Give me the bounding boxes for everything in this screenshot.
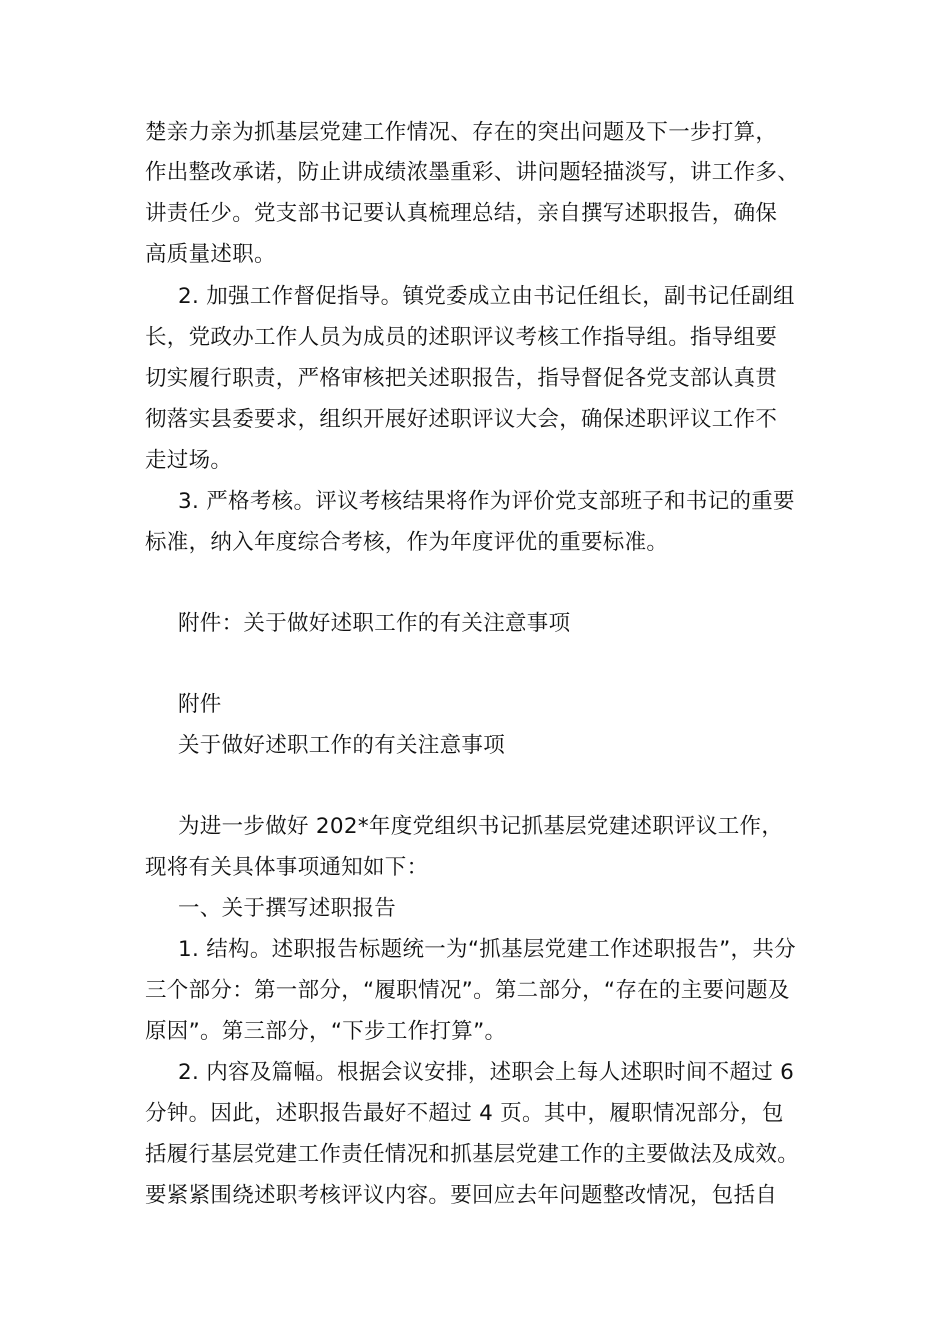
body-text-line: 讲责任少。党支部书记要认真梳理总结，亲自撰写述职报告，确保 — [145, 201, 778, 226]
numbered-paragraph-start: 2. 加强工作督促指导。镇党委成立由书记任组长，副书记任副组 — [178, 284, 795, 309]
body-text-line: 切实履行职责，严格审核把关述职报告，指导督促各党支部认真贯 — [145, 366, 778, 391]
body-text-line: 原因”。第三部分，“下步工作打算”。 — [145, 1019, 507, 1044]
body-text-line: 三个部分：第一部分，“履职情况”。第二部分，“存在的主要问题及 — [145, 978, 790, 1003]
body-text-line: 作出整改承诺，防止讲成绩浓墨重彩、讲问题轻描淡写，讲工作多、 — [145, 160, 800, 185]
numbered-paragraph-start: 2. 内容及篇幅。根据会议安排，述职会上每人述职时间不超过 6 — [178, 1060, 795, 1085]
section-heading: 一、关于撰写述职报告 — [178, 896, 397, 921]
body-text-line: 走过场。 — [145, 448, 233, 473]
intro-paragraph-start: 为进一步做好 202*年度党组织书记抓基层党建述职评议工作， — [178, 814, 784, 839]
body-text-line: 高质量述职。 — [145, 242, 276, 267]
body-text-line: 楚亲力亲为抓基层党建工作情况、存在的突出问题及下一步打算， — [145, 120, 778, 145]
body-text-line: 括履行基层党建工作责任情况和抓基层党建工作的主要做法及成效。 — [145, 1142, 800, 1167]
body-text-line: 长，党政办工作人员为成员的述职评议考核工作指导组。指导组要 — [145, 325, 778, 350]
body-text-line: 彻落实县委要求，组织开展好述职评议大会，确保述职评议工作不 — [145, 407, 778, 432]
body-text-line: 现将有关具体事项通知如下： — [145, 855, 429, 880]
attachment-note: 附件：关于做好述职工作的有关注意事项 — [178, 611, 571, 636]
numbered-paragraph-start: 3. 严格考核。评议考核结果将作为评价党支部班子和书记的重要 — [178, 489, 795, 514]
body-text-line: 要紧紧围绕述职考核评议内容。要回应去年问题整改情况，包括自 — [145, 1183, 778, 1208]
body-text-line: 标准，纳入年度综合考核，作为年度评优的重要标准。 — [145, 530, 669, 555]
attachment-title: 关于做好述职工作的有关注意事项 — [178, 733, 506, 758]
attachment-label: 附件 — [178, 692, 222, 717]
numbered-paragraph-start: 1. 结构。述职报告标题统一为“抓基层党建工作述职报告”，共分 — [178, 937, 796, 962]
body-text-line: 分钟。因此，述职报告最好不超过 4 页。其中，履职情况部分，包 — [145, 1101, 784, 1126]
